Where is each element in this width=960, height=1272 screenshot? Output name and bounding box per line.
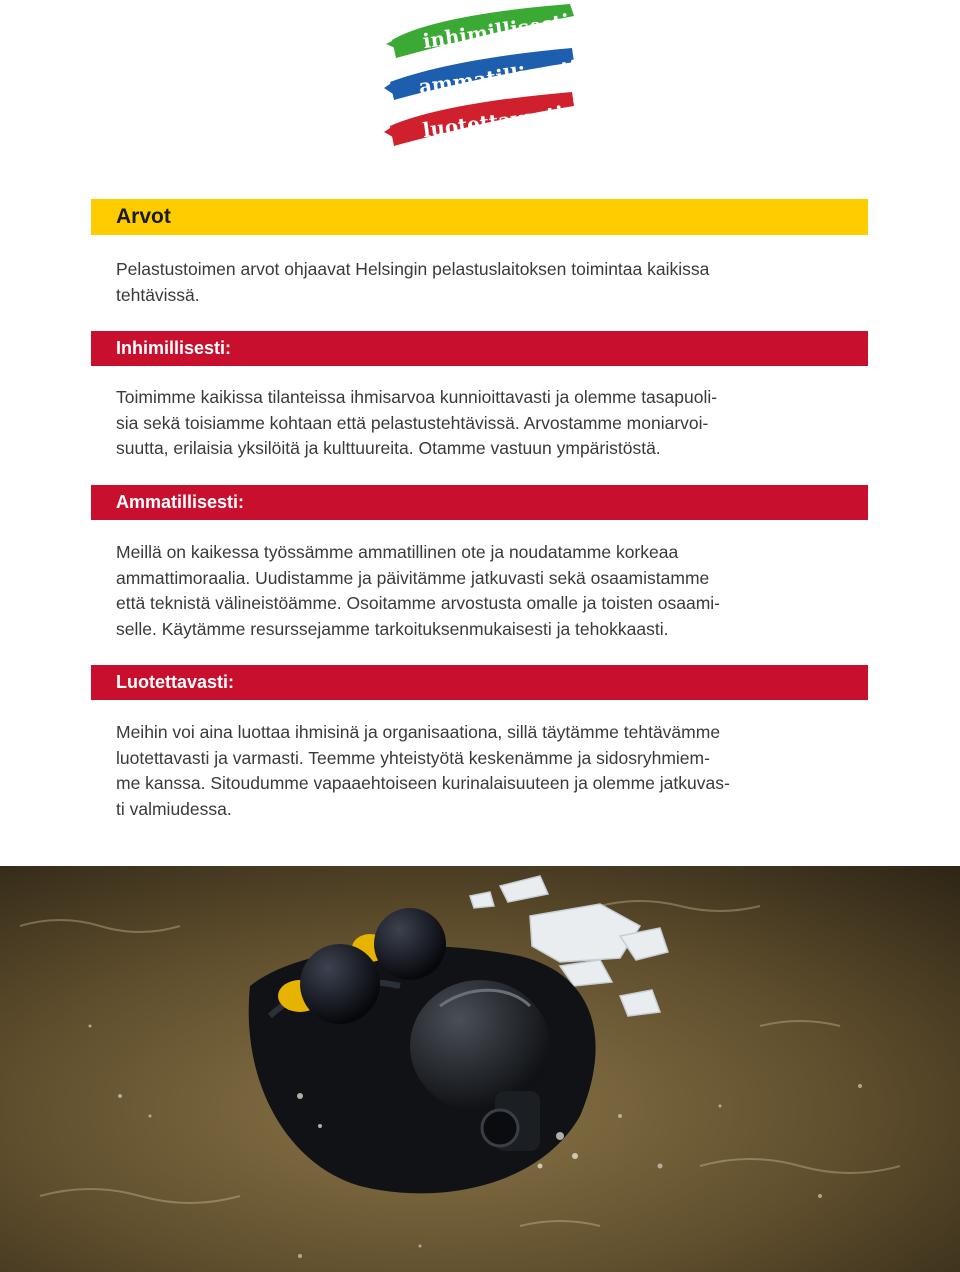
intro-line: tehtävissä. — [116, 284, 200, 305]
paragraph-line: ammattimoraalia. Uudistamme ja päivitämme jatkuvasti sekä osaamistamme — [116, 567, 710, 588]
page-title-bar — [91, 199, 868, 235]
section-heading-bar — [91, 331, 868, 366]
section-heading-bar — [91, 485, 868, 520]
ice-diver-illustration — [0, 866, 960, 1272]
paragraph-line: suutta, erilaisia yksilöitä ja kulttuureita. Otamme vastuun ympäristöstä. — [116, 438, 661, 458]
values-logo — [382, 0, 582, 160]
section-paragraph-inhimillisesti — [116, 385, 806, 462]
paragraph-line: Meillä on kaikessa työssämme ammatillinen ote ja noudatamme korkeaa — [116, 542, 679, 562]
paragraph-line: Meihin voi aina luottaa ihmisinä ja organisaationa, sillä täytämme tehtävämme — [116, 722, 721, 742]
section-heading-luotettavasti: Luotettavasti: — [116, 672, 235, 692]
logo-word-ammatillisesti: ammatillisesti — [417, 55, 580, 99]
section-heading-ammatillisesti: Ammatillisesti: — [116, 492, 245, 512]
logo-word-inhimillisesti: inhimillisesti — [421, 8, 572, 54]
logo-word-luotettavasti: luotettavasti — [421, 101, 565, 143]
page-title: Arvot — [116, 205, 171, 228]
paragraph-line: sia sekä toisiamme kohtaan että pelastustehtävissä. Arvostamme moniarvoi- — [116, 412, 709, 433]
air-tank — [300, 944, 380, 1024]
intro-line: Pelastustoimen arvot ohjaavat Helsingin pelastuslaitoksen toimintaa kaikissa — [116, 259, 710, 279]
section-heading-bar — [91, 665, 868, 700]
paragraph-line: ti valmiudessa. — [116, 798, 232, 819]
section-paragraph-luotettavasti — [116, 720, 806, 822]
air-tank — [374, 908, 446, 980]
paragraph-line: että teknistä välineistöämme. Osoitamme arvostusta omalle ja toisten osaami- — [116, 593, 721, 613]
ice-diver-photo — [0, 866, 960, 1272]
paragraph-line: selle. Käytämme resurssejamme tarkoituksenmukaisesti ja tehokkaasti. — [116, 618, 669, 639]
paragraph-line: Toimimme kaikissa tilanteissa ihmisarvoa kunnioittavasti ja olemme tasapuoli- — [116, 387, 718, 407]
paragraph-line: luotettavasti ja varmasti. Teemme yhteistyötä keskenämme ja sidosryhmiem- — [116, 747, 710, 768]
intro-paragraph — [116, 257, 806, 308]
brush-strokes-graphic — [382, 0, 582, 160]
paragraph-line: me kanssa. Sitoudumme vapaaehtoiseen kurinalaisuuteen ja olemme jatkuvas- — [116, 773, 730, 793]
section-heading-inhimillisesti: Inhimillisesti: — [116, 338, 232, 358]
section-paragraph-ammatillisesti — [116, 540, 806, 642]
